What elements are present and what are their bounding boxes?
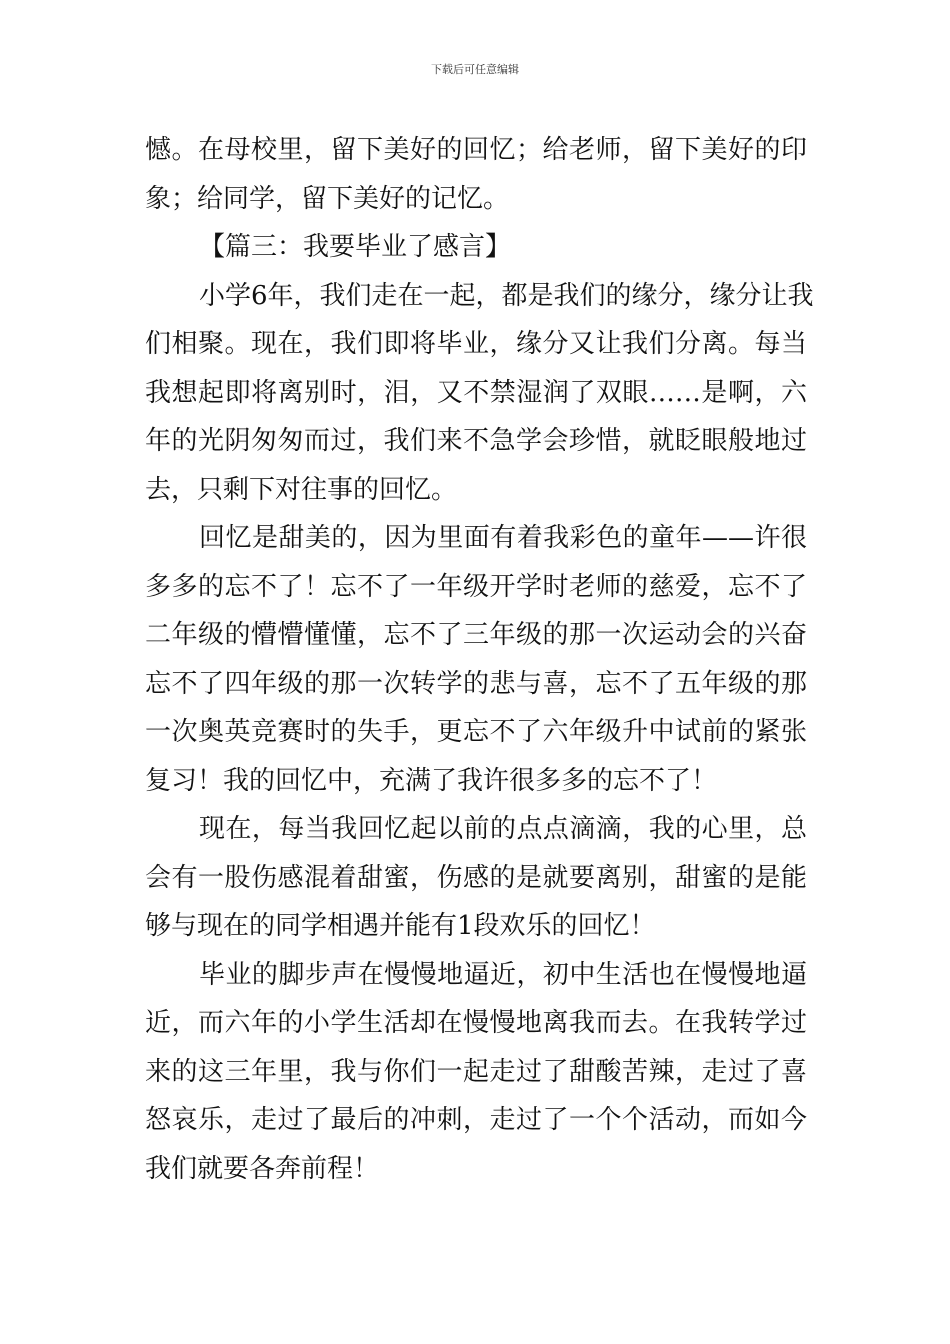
- text-line: 小学6年，我们走在一起，都是我们的缘分，缘分让我: [199, 280, 814, 311]
- text-line: 我想起即将离别时，泪，又不禁湿润了双眼……是啊，六: [145, 377, 807, 408]
- text-line: 会有一股伤感混着甜蜜，伤感的是就要离别，甜蜜的是能: [145, 862, 807, 893]
- text-line: 忘不了四年级的那一次转学的悲与喜，忘不了五年级的那: [145, 668, 807, 699]
- text-line: 们相聚。现在，我们即将毕业，缘分又让我们分离。每当: [145, 329, 807, 359]
- text-line: 回忆是甜美的，因为里面有着我彩色的童年——许很: [199, 523, 807, 553]
- text-line: 去，只剩下对往事的回忆。: [145, 474, 458, 505]
- text-line: 憾。在母校里，留下美好的回忆；给老师，留下美好的印: [145, 135, 807, 165]
- text-line: 象；给同学，留下美好的记忆。: [145, 183, 510, 214]
- text-line: 够与现在的同学相遇并能有1段欢乐的回忆！: [145, 911, 656, 941]
- text-line: 怒哀乐，走过了最后的冲刺，走过了一个个活动，而如今: [145, 1105, 807, 1135]
- text-line: 来的这三年里，我与你们一起走过了甜酸苦辣，走过了喜: [145, 1056, 807, 1087]
- document-body: [145, 126, 814, 1193]
- section-heading: 【篇三：我要毕业了感言】: [199, 232, 512, 262]
- text-line: 复习！我的回忆中，充满了我许很多多的忘不了！: [145, 765, 718, 796]
- page-header: 下载后可任意编辑: [431, 63, 519, 76]
- text-line: 毕业的脚步声在慢慢地逼近，初中生活也在慢慢地逼: [199, 959, 807, 990]
- text-line: 现在，每当我回忆起以前的点点滴滴，我的心里，总: [199, 814, 807, 844]
- text-line: 近，而六年的小学生活却在慢慢地离我而去。在我转学过: [145, 1008, 807, 1038]
- text-line: 二年级的懵懵懂懂，忘不了三年级的那一次运动会的兴奋: [145, 620, 807, 650]
- text-line: 我们就要各奔前程！: [145, 1153, 380, 1184]
- text-line: 多多的忘不了！忘不了一年级开学时老师的慈爱，忘不了: [145, 571, 807, 602]
- text-line: 一次奥英竞赛时的失手，更忘不了六年级升中试前的紧张: [145, 717, 807, 747]
- text-line: 年的光阴匆匆而过，我们来不急学会珍惜，就眨眼般地过: [145, 426, 807, 456]
